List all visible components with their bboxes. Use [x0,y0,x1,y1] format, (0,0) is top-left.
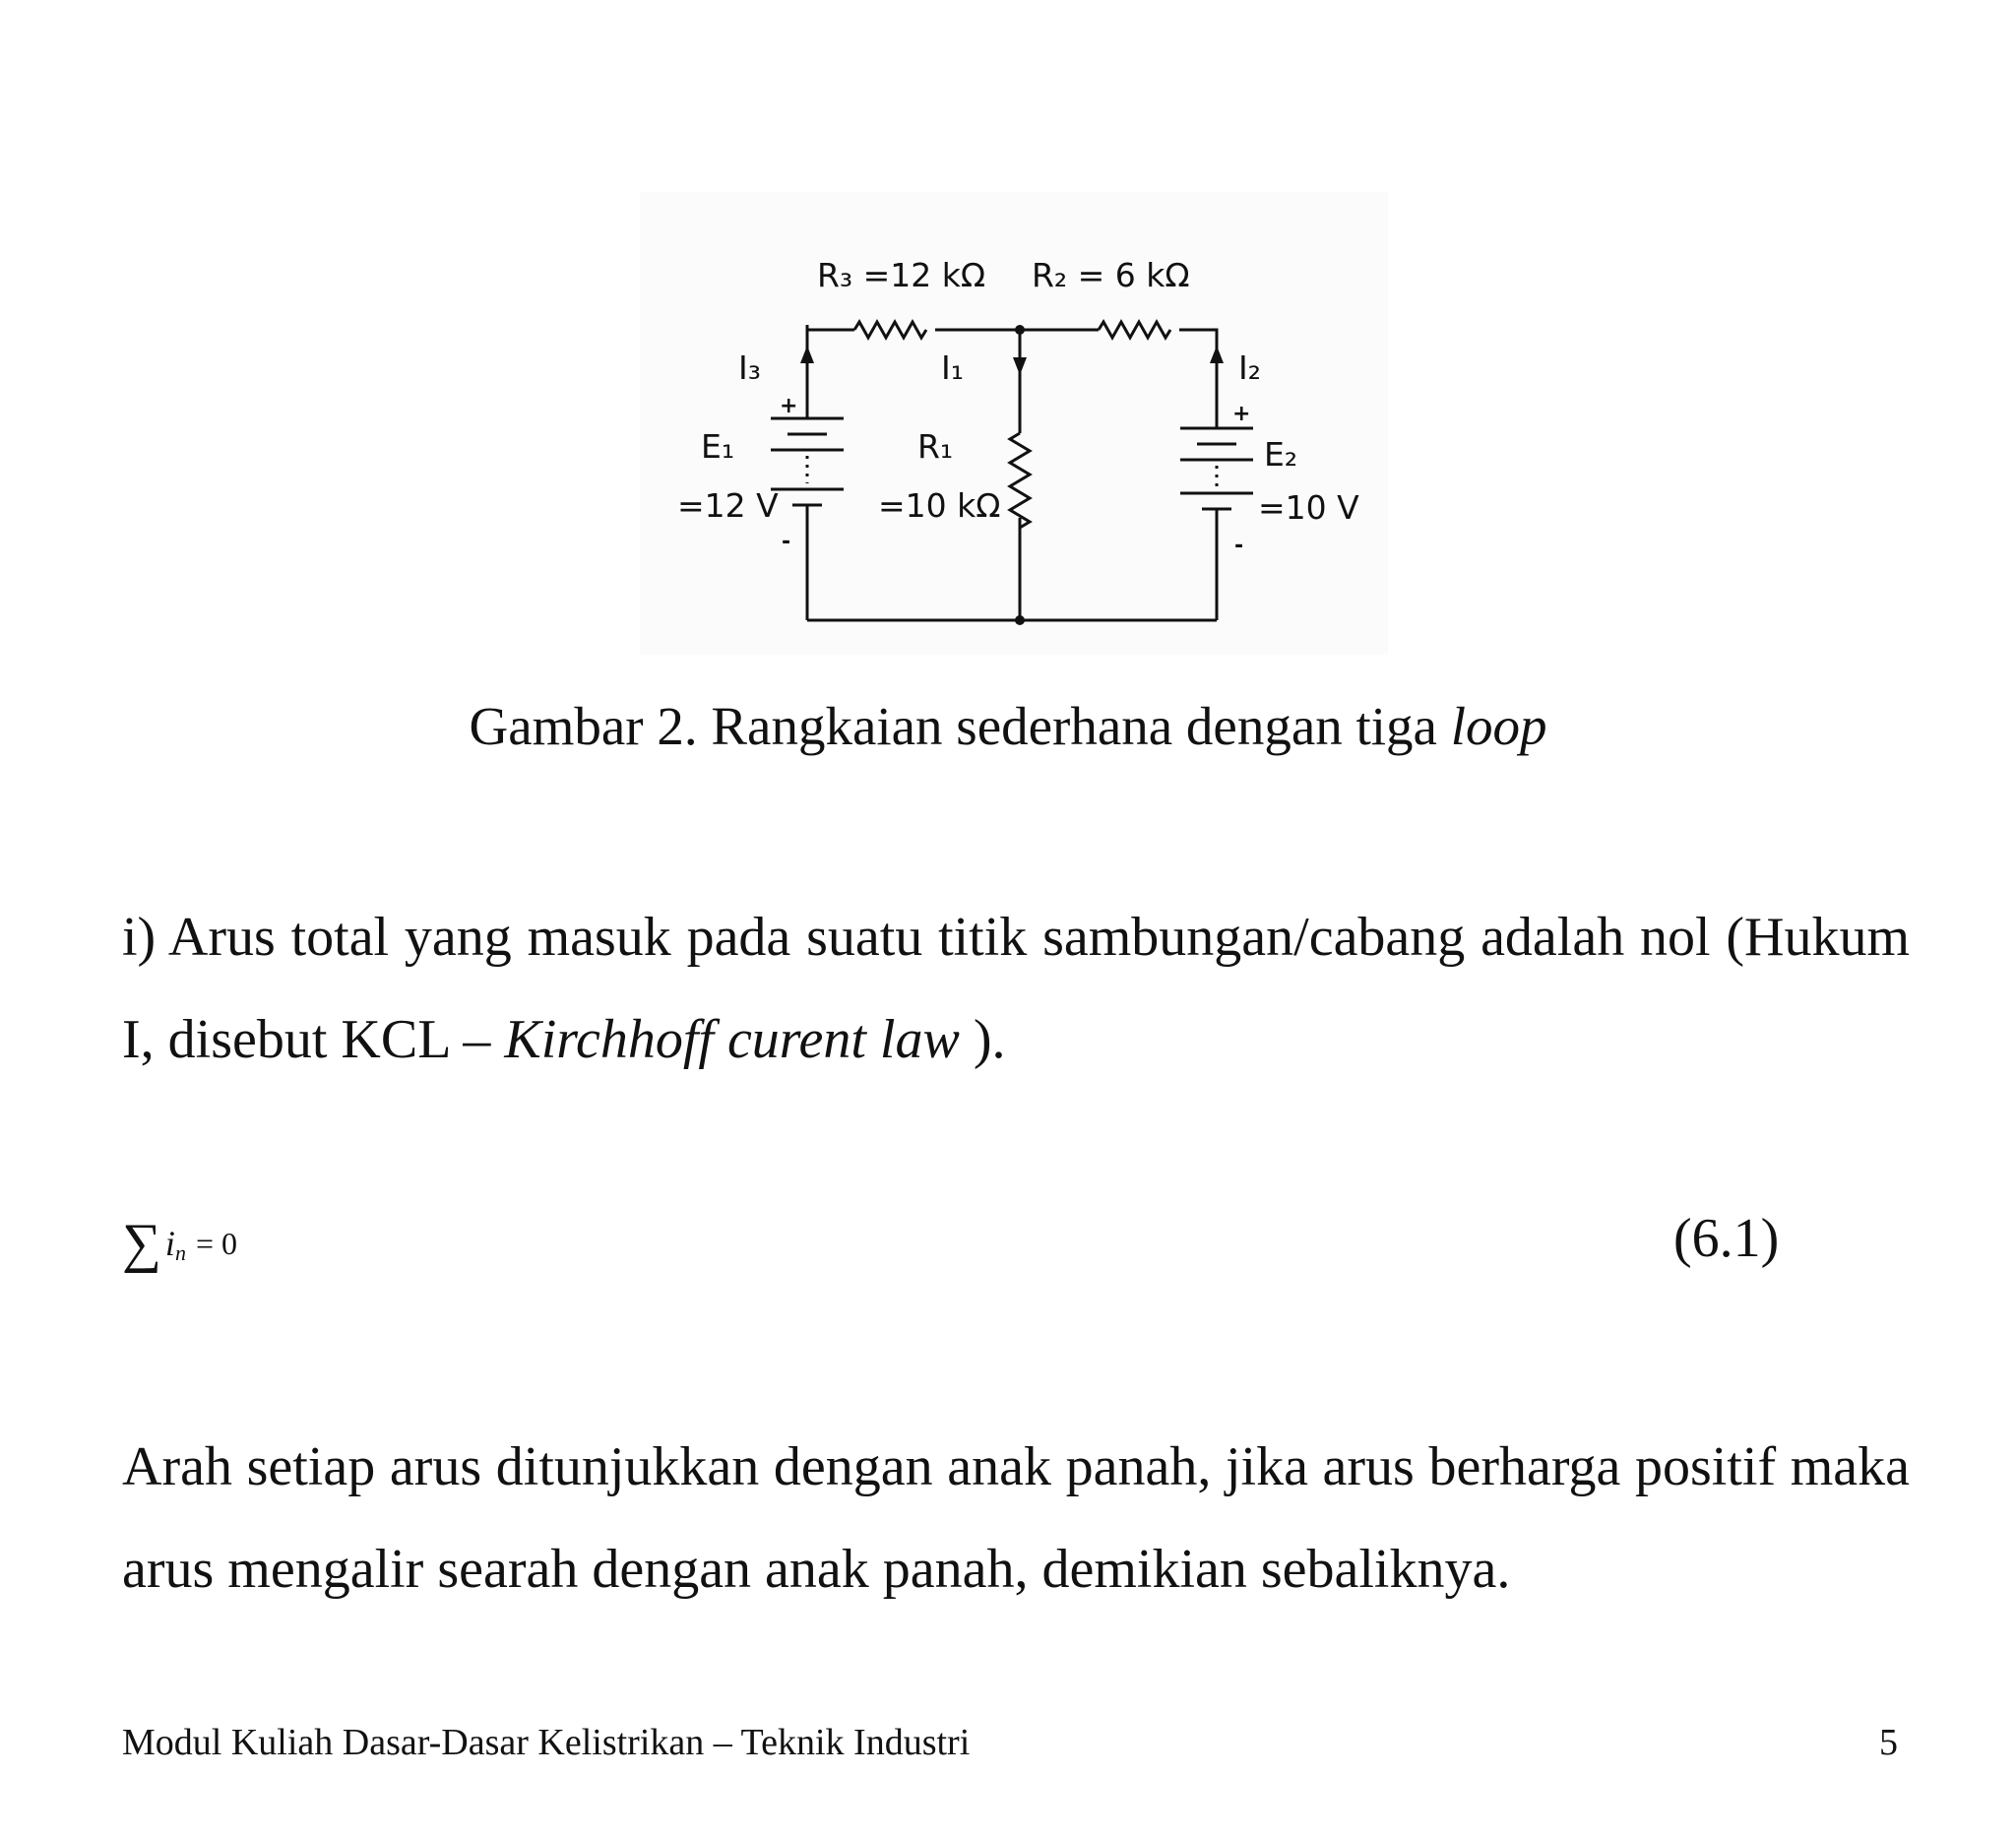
equation-kcl [122,1209,237,1278]
paragraph-kcl-italic: Kirchhoff curent law [504,1009,960,1070]
resistor-r1 [1010,433,1030,528]
label-e1-plus: + [780,394,798,418]
label-e2-minus: - [1234,534,1244,558]
sum-symbol: ∑ [122,1213,161,1274]
paragraph-kcl-end: ). [959,1009,1006,1070]
arrow-i2 [1210,346,1224,363]
label-r1: R₁ [917,427,954,466]
label-e1-value: =12 V [677,486,779,525]
label-e1: E₁ [701,427,735,466]
junction-top [1015,325,1025,335]
label-r3: R₃ =12 kΩ [817,256,986,294]
label-i1: I₁ [941,349,964,387]
arrow-i1 [1013,357,1027,375]
paragraph-kcl-text: i) Arus total yang masuk pada suatu titik sambungan/cabang adalah nol (Hukum I, disebut KCL – [122,907,1910,1070]
resistor-r3 [854,322,926,338]
caption-italic: loop [1450,696,1547,756]
label-i2: I₂ [1238,349,1261,387]
junction-bottom [1015,615,1025,625]
paragraph-arrow: Arah setiap arus ditunjukkan dengan anak panah, jika arus berharga positif maka arus mengalir searah dengan anak panah, demikian sebaliknya. [122,1436,1910,1600]
label-r1-value: =10 kΩ [878,486,1001,525]
label-r2: R₂ = 6 kΩ [1032,256,1190,294]
footer-title: Modul Kuliah Dasar-Dasar Kelistrikan – Teknik Industri [122,1722,971,1763]
equation-variable: i [164,1224,175,1263]
equation-rhs: = 0 [195,1225,237,1261]
arrow-i3 [800,346,814,363]
label-e1-minus: - [782,530,791,554]
caption-text: Gambar 2. Rangkaian sederhana dengan tiga [469,696,1451,756]
label-e2-value: =10 V [1258,488,1359,527]
circuit-diagram [640,192,1388,655]
equation-number: (6.1) [1673,1208,1780,1269]
figure-caption [0,695,2016,757]
equation-subscript: n [174,1240,186,1265]
paragraph-kcl [122,886,1910,1091]
wire-top-left [807,325,854,330]
circuit-figure [640,192,1388,655]
page-number: 5 [1879,1722,1898,1763]
resistor-r2 [1099,322,1170,338]
label-e2-plus: + [1232,402,1251,426]
label-e2: E₂ [1264,435,1298,474]
wire-top-right [1179,330,1217,340]
label-i3: I₃ [738,349,761,387]
